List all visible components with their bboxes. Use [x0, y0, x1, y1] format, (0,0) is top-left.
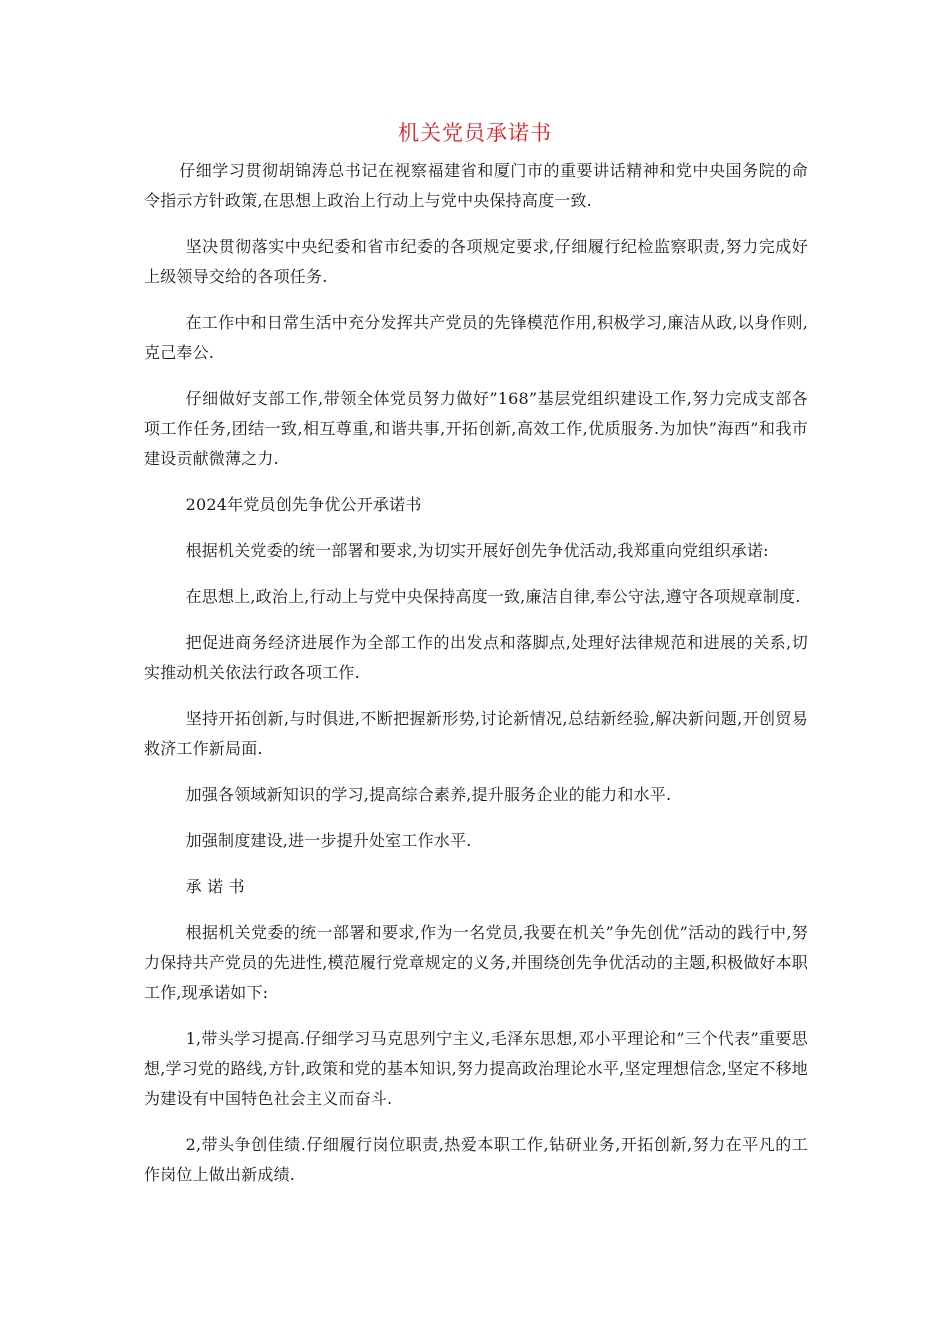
section-heading: 2024年党员创先争优公开承诺书: [185, 495, 422, 514]
paragraph: 坚持开拓创新,与时俱进,不断把握新形势,讨论新情况,总结新经验,解决新问题,开创贸易救济工作新局面.: [144, 709, 808, 758]
paragraph: 在思想上,政治上,行动上与党中央保持高度一致,廉洁自律,奉公守法,遵守各项规章制度.: [185, 587, 801, 606]
paragraph: 在工作中和日常生活中充分发挥共产党员的先锋模范作用,积极学习,廉洁从政,以身作则,克己奉公.: [144, 313, 808, 362]
paragraph: 仔细做好支部工作,带领全体党员努力做好”168”基层党组织建设工作,努力完成支部各项工作任务,团结一致,相互尊重,和谐共事,开拓创新,高效工作,优质服务.为加快”海西”和我市建设贡献微薄之力.: [144, 389, 808, 468]
document-title: 机关党员承诺书: [398, 121, 552, 145]
document-body: [144, 156, 808, 1206]
paragraph: 2,带头争创佳绩.仔细履行岗位职责,热爱本职工作,钻研业务,开拓创新,努力在平凡的工作岗位上做出新成绩.: [144, 1135, 808, 1184]
paragraph: 坚决贯彻落实中央纪委和省市纪委的各项规定要求,仔细履行纪检监察职责,努力完成好上级领导交给的各项任务.: [144, 237, 808, 286]
paragraph: 加强制度建设,进一步提升处室工作水平.: [185, 831, 472, 850]
paragraph: 仔细学习贯彻胡锦涛总书记在视察福建省和厦门市的重要讲话精神和党中央国务院的命令指示方针政策,在思想上政治上行动上与党中央保持高度一致.: [144, 161, 808, 210]
paragraph: 根据机关党委的统一部署和要求,为切实开展好创先争优活动,我郑重向党组织承诺:: [185, 541, 769, 560]
paragraph: 根据机关党委的统一部署和要求,作为一名党员,我要在机关”争先创优”活动的践行中,努力保持共产党员的先进性,模范履行党章规定的义务,并围绕创先争优活动的主题,积极做好本职工作,现承诺如下:: [144, 923, 808, 1002]
section-heading: 承 诺 书: [185, 877, 245, 896]
paragraph: 1,带头学习提高.仔细学习马克思列宁主义,毛泽东思想,邓小平理论和”三个代表”重要思想,学习党的路线,方针,政策和党的基本知识,努力提高政治理论水平,坚定理想信念,坚定不移地为建设有中国特色社会主义而奋斗.: [144, 1029, 808, 1108]
paragraph: 把促进商务经济进展作为全部工作的出发点和落脚点,处理好法律规范和进展的关系,切实推动机关依法行政各项工作.: [144, 633, 808, 682]
paragraph: 加强各领域新知识的学习,提高综合素养,提升服务企业的能力和水平.: [185, 785, 672, 804]
